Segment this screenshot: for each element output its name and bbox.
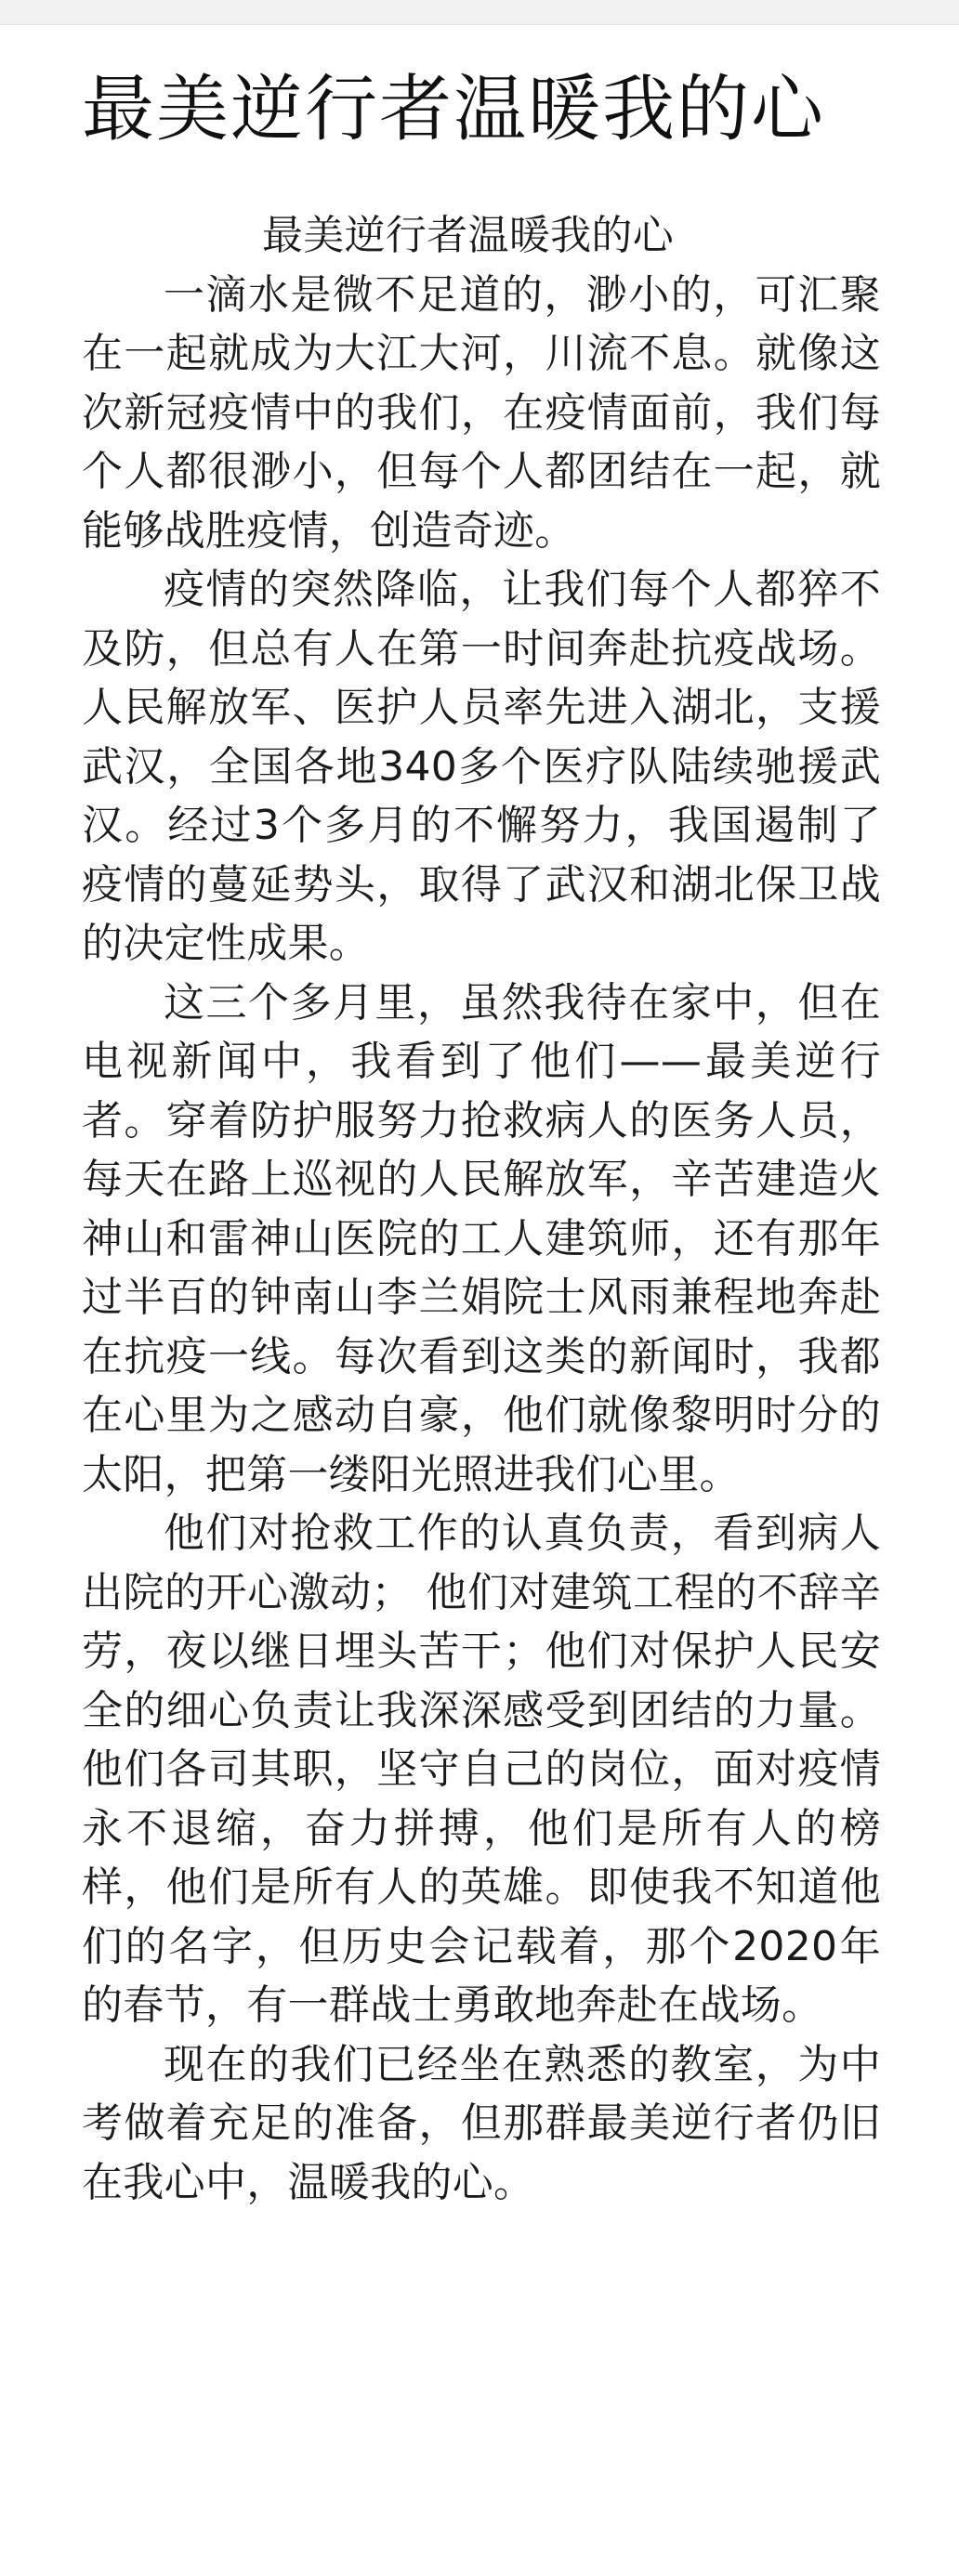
page-title: 最美逆行者温暖我的心 bbox=[82, 68, 826, 151]
article-body bbox=[82, 206, 881, 2212]
article-subtitle: 最美逆行者温暖我的心 bbox=[262, 212, 674, 259]
top-strip bbox=[0, 0, 959, 25]
article-paragraph-4: 他们对抢救工作的认真负责，看到病人出院的开心激动； 他们对建筑工程的不辞辛劳，夜以继日埋头苦干；他们对保护人民安全的细心负责让我深深感受到团结的力量。他们各司其职，坚守自己的岗位，面对疫情永不退缩，奋力拼搏，他们是所有人的榜样，他们是所有人的英雄。即使我不知道他们的名字，但历史会记载着，那个2020年的春节，有一群战士勇敢地奔赴在战场。 bbox=[82, 1510, 881, 2029]
article-paragraph-3: 这三个多月里，虽然我待在家中，但在电视新闻中，我看到了他们——最美逆行者。穿着防护服努力抢救病人的医务人员，每天在路上巡视的人民解放军，辛苦建造火神山和雷神山医院的工人建筑师，还有那年过半百的钟南山李兰娟院士风雨兼程地奔赴在抗疫一线。每次看到这类的新闻时，我都在心里为之感动自豪，他们就像黎明时分的太阳，把第一缕阳光照进我们心里。 bbox=[82, 978, 881, 1498]
article-paragraph-1: 一滴水是微不足道的，渺小的，可汇聚在一起就成为大江大河，川流不息。就像这次新冠疫情中的我们，在疫情面前，我们每个人都很渺小，但每个人都团结在一起，就能够战胜疫情，创造奇迹。 bbox=[82, 270, 881, 555]
article-paragraph-5: 现在的我们已经坐在熟悉的教室，为中考做着充足的准备，但那群最美逆行者仍旧在我心中，温暖我的心。 bbox=[82, 2040, 881, 2206]
article-paragraph-2: 疫情的突然降临，让我们每个人都猝不及防，但总有人在第一时间奔赴抗疫战场。人民解放军、医护人员率先进入湖北，支援武汉，全国各地340多个医疗队陆续驰援武汉。经过3个多月的不懈努力，我国遏制了疫情的蔓延势头，取得了武汉和湖北保卫战的决定性成果。 bbox=[82, 566, 881, 967]
